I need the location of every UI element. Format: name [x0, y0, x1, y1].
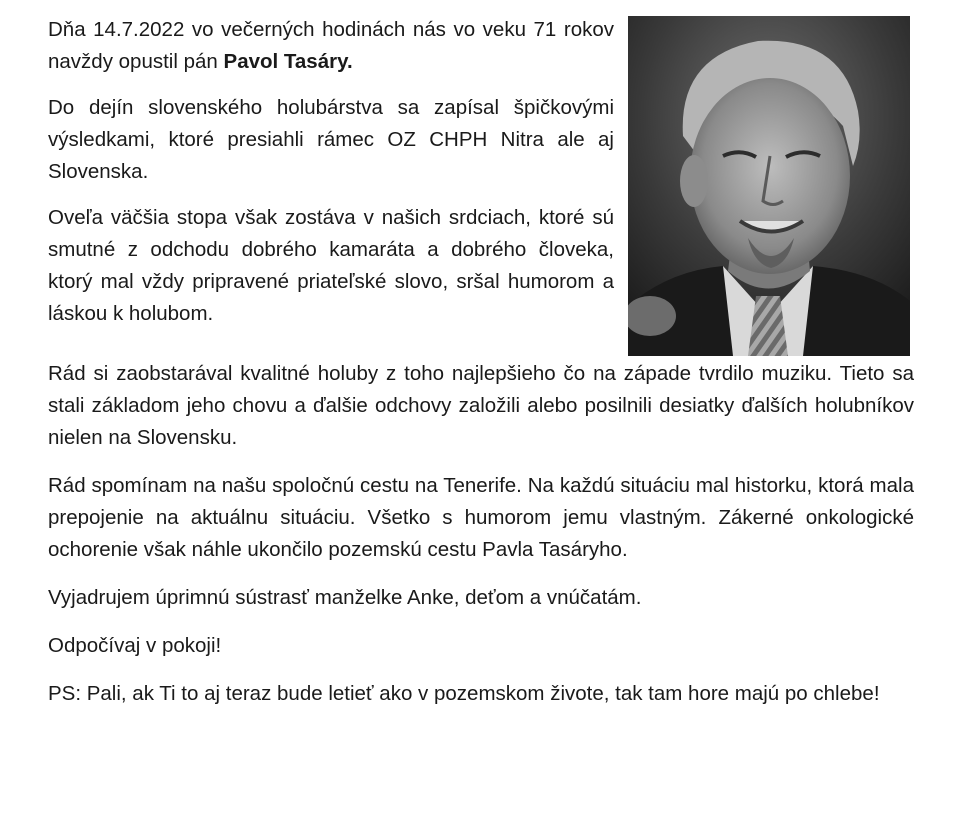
- paragraph-pigeons: Rád si zaobstarával kvalitné holuby z toho najlepšieho čo na západe tvrdilo muziku. Tieto sa stali základom jeho chovu a ďalšie odchovy založili alebo posilnili desiatky ďalších holubníkov nielen na Slovensku.: [48, 362, 914, 449]
- paragraph-condolences: Vyjadrujem úprimnú sústrasť manželke Anke, deťom a vnúčatám.: [48, 586, 642, 609]
- text-column: [48, 14, 614, 344]
- paragraph-rest-in-peace: Odpočívaj v pokoji!: [48, 634, 222, 657]
- remaining-text: [48, 358, 914, 710]
- intro-paragraph: [48, 14, 614, 78]
- paragraph-hearts: Oveľa väčšia stopa však zostáva v našich srdciach, ktoré sú smutné z odchodu dobrého kamaráta a dobrého človeka, ktorý mal vždy pripravené priateľské slovo, sršal humorom a láskou k holubom.: [48, 206, 614, 325]
- deceased-name: Pavol Tasáry.: [223, 50, 353, 73]
- paragraph-tenerife: Rád spomínam na našu spoločnú cestu na Tenerife. Na každú situáciu mal historku, ktorá mala prepojenie na aktuálnu situáciu. Všetko s humorom jemu vlastným. Zákerné onkologické ochorenie však náhle ukončilo pozemskú cestu Pavla Tasáryho.: [48, 474, 914, 561]
- intro-text: Dňa 14.7.2022 vo večerných hodinách nás vo veku 71 rokov navždy opustil pán: [48, 18, 614, 73]
- top-section: [48, 14, 914, 358]
- portrait-photo: [628, 16, 910, 356]
- document: [48, 14, 914, 726]
- paragraph-ps: PS: Pali, ak Ti to aj teraz bude letieť ako v pozemskom živote, tak tam hore majú po chlebe!: [48, 682, 880, 705]
- paragraph-achievements: Do dejín slovenského holubárstva sa zapísal špičkovými výsledkami, ktoré presiahli rámec OZ CHPH Nitra ale aj Slovenska.: [48, 96, 614, 183]
